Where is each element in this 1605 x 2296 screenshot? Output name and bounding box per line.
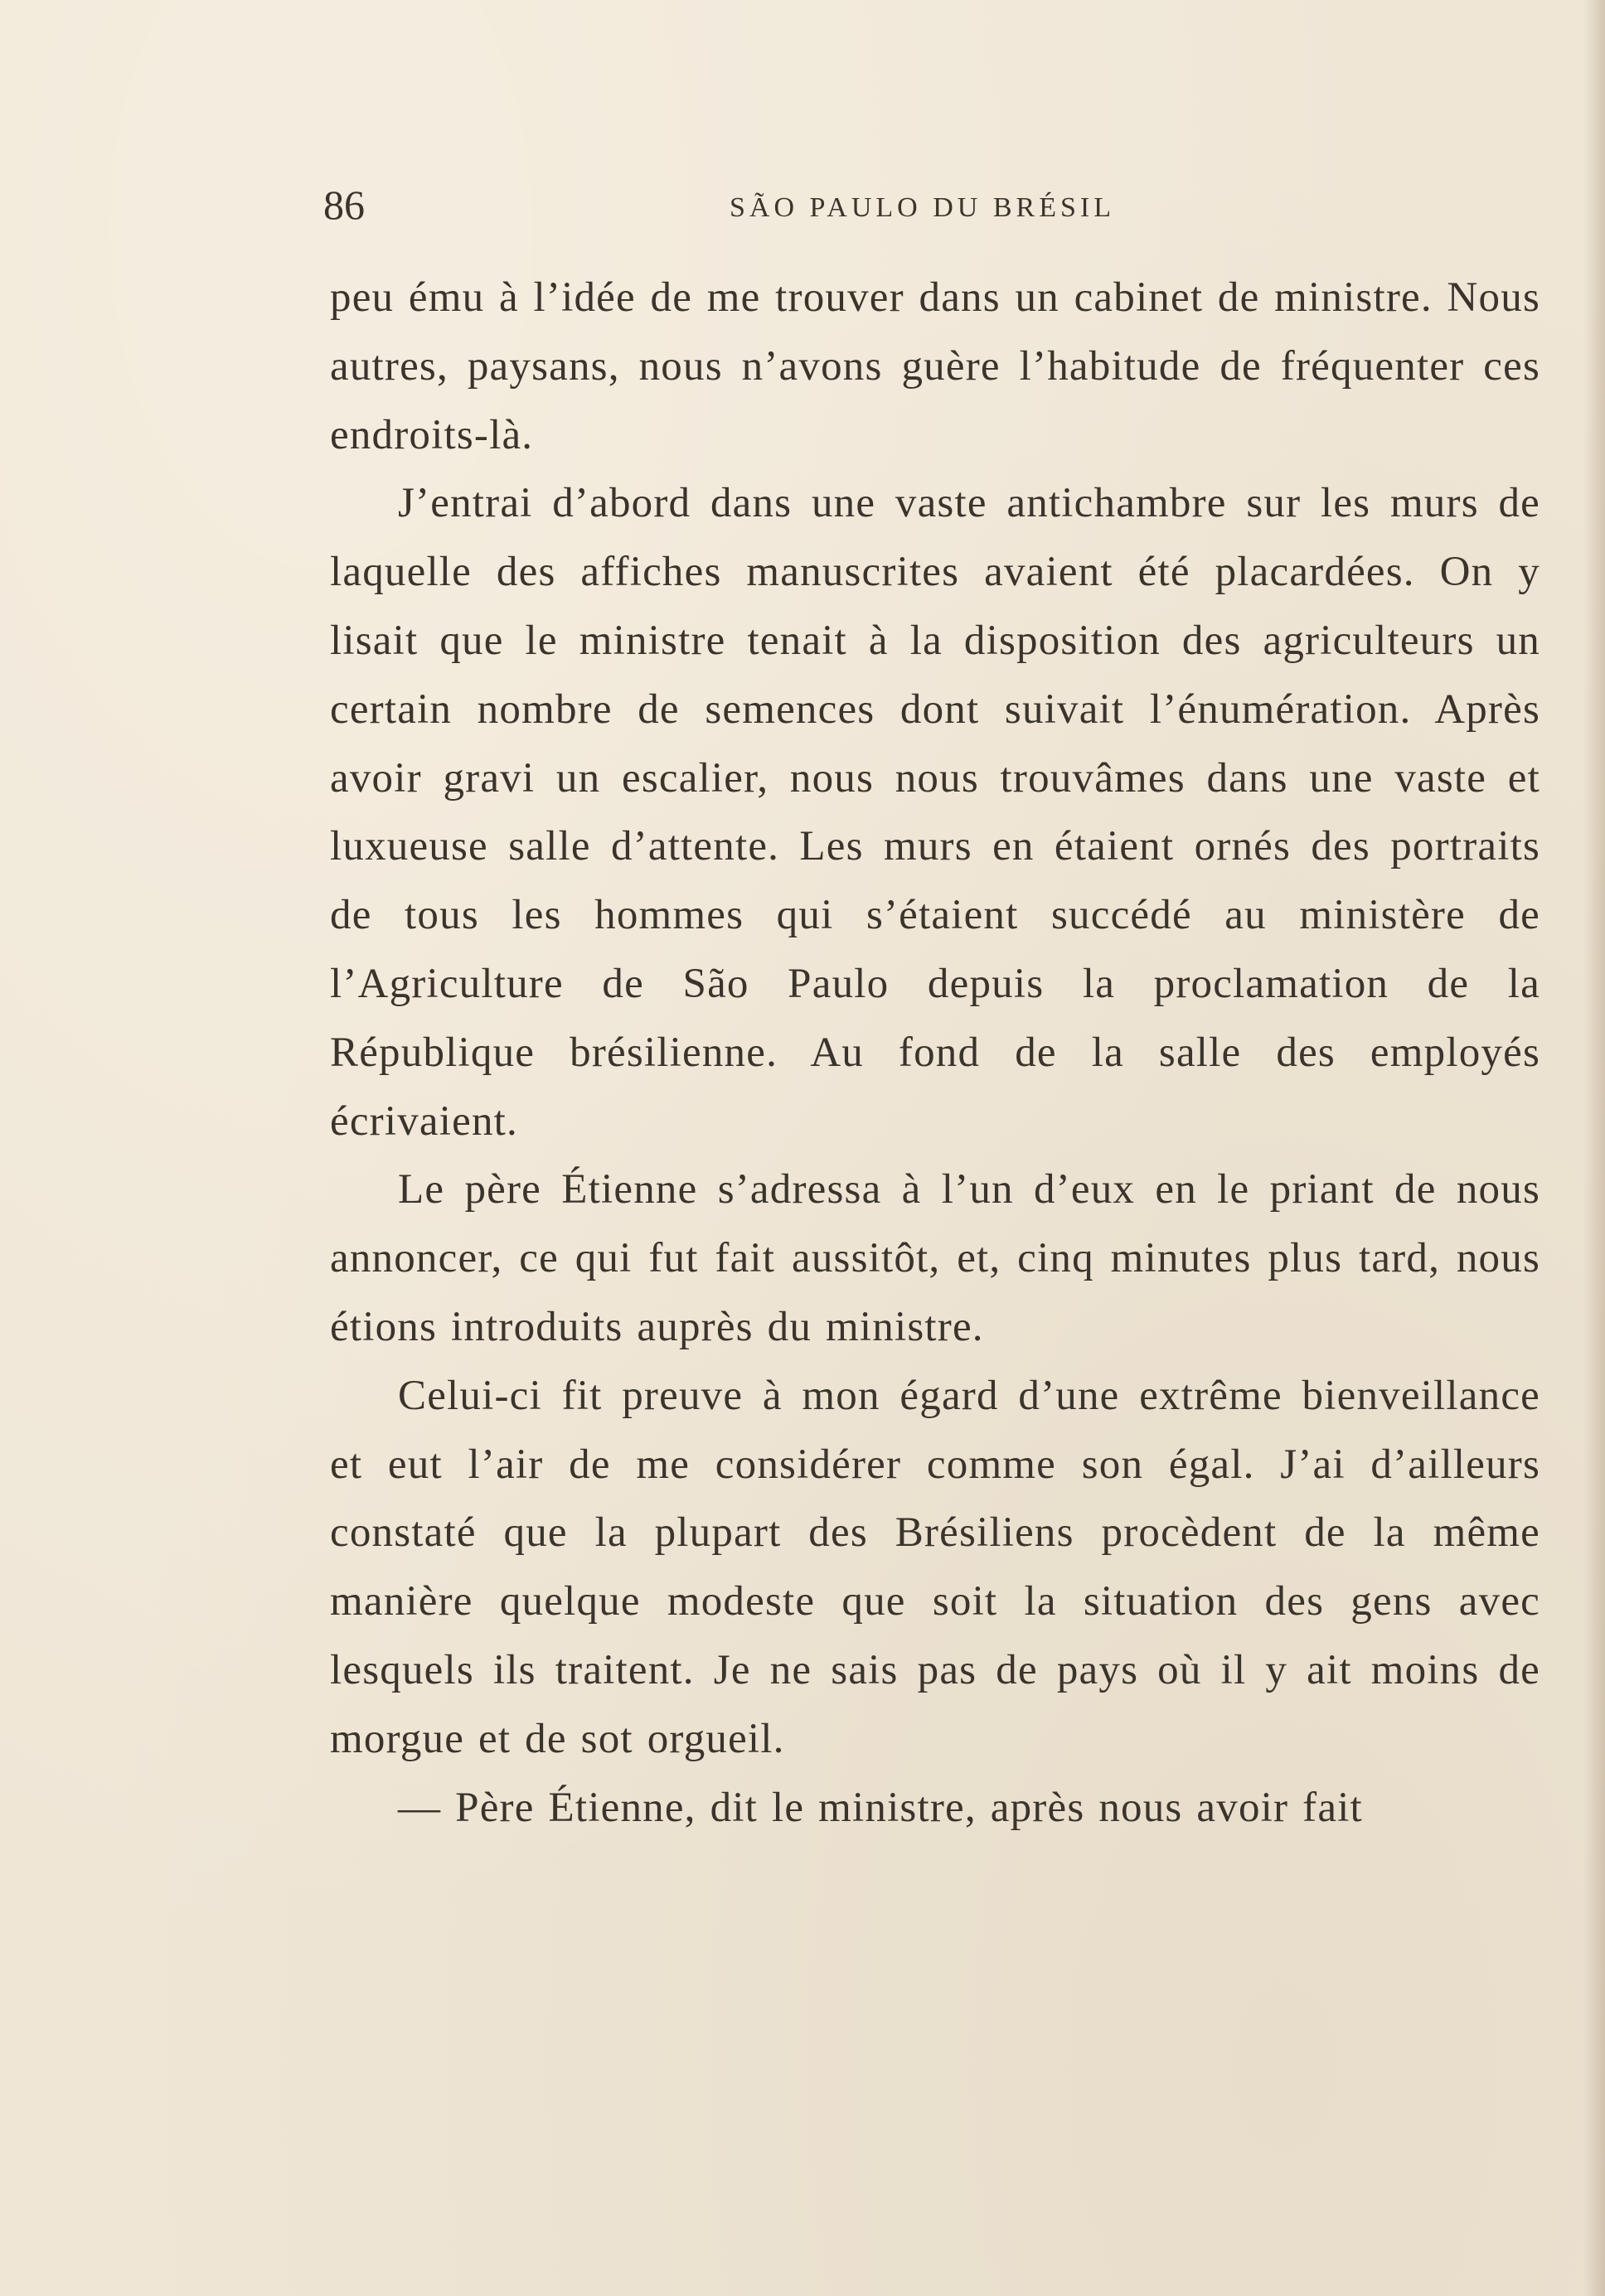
body-text: [330, 264, 1540, 1842]
paragraph-5: — Père Étienne, dit le ministre, après nous avoir fait: [398, 1784, 1363, 1831]
page-number: 86: [323, 182, 365, 228]
running-title: SÃO PAULO DU BRÉSIL: [730, 192, 1115, 223]
paragraph-2: J’entrai d’abord dans une vaste antichambre sur les murs de laquelle des affiches manuscrites avaient été placardées. On y lisait que le ministre tenait à la disposition des agriculteurs un certain nombre de semences dont suivait l’énumération. Après avoir gravi un escalier, nous nous trouvâmes dans une vaste et luxueuse salle d’attente. Les murs en étaient ornés des portraits de tous les hommes qui s’étaient succédé au ministère de l’Agriculture de São Paulo depuis la proclamation de la République brésilienne. Au fond de la salle des employés écrivaient.: [330, 480, 1540, 1145]
page-edge-shadow: [1583, 0, 1605, 2296]
paragraph-3: Le père Étienne s’adressa à l’un d’eux en le priant de nous annoncer, ce qui fut fait aussitôt, et, cinq minutes plus tard, nous étions introduits auprès du ministre.: [330, 1166, 1540, 1350]
paragraph-4: Celui-ci fit preuve à mon égard d’une extrême bienveillance et eut l’air de me considérer comme son égal. J’ai d’ailleurs constaté que la plupart des Brésiliens procèdent de la même manière quelque modeste que soit la situation des gens avec lesquels ils traitent. Je ne sais pas de pays où il y ait moins de morgue et de sot orgueil.: [330, 1372, 1540, 1762]
page-header: [323, 176, 1550, 234]
paragraph-1: peu ému à l’idée de me trouver dans un cabinet de ministre. Nous autres, paysans, nous n’avons guère l’habitude de fréquenter ces endroits-là.: [330, 274, 1540, 458]
